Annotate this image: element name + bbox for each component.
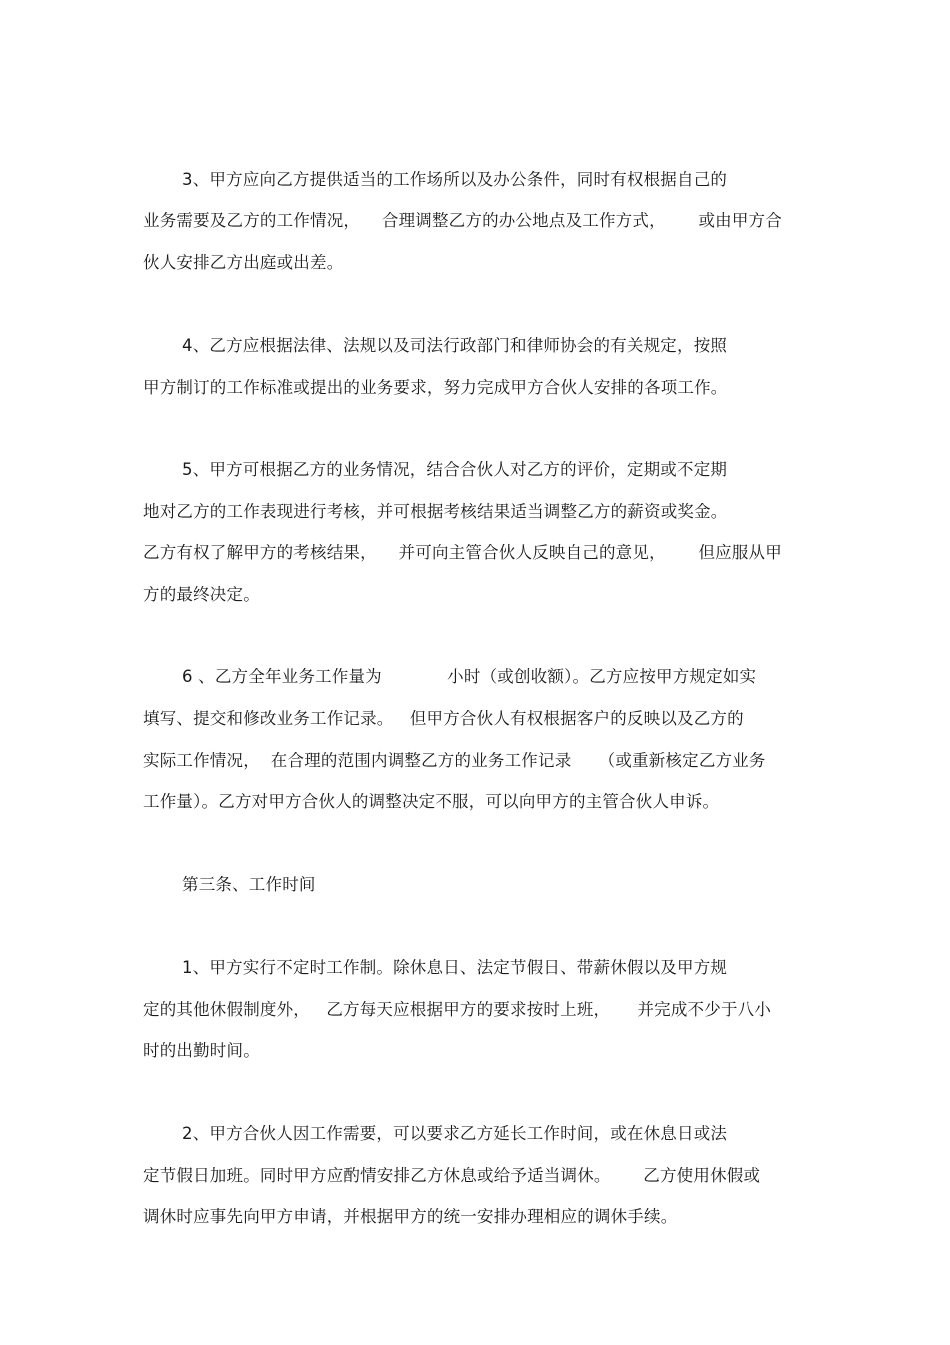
clause-3-line-2: 业务需要及乙方的工作情况， 合理调整乙方的办公地点及工作方式， 或由甲方合 <box>143 211 782 230</box>
clause-5-line-3: 乙方有权了解甲方的考核结果， 并可向主管合伙人反映自己的意见， 但应服从甲 <box>143 543 782 562</box>
clause-4-line-2: 甲方制订的工作标准或提出的业务要求，努力完成甲方合伙人安排的各项工作。 <box>143 378 728 397</box>
clause-6-line-3: 实际工作情况， 在合理的范围内调整乙方的业务工作记录 （或重新核定乙方业务 <box>143 751 766 770</box>
clause-6-line-1: 6 、乙方全年业务工作量为 小时（或创收额）。乙方应按甲方规定如实 <box>182 667 757 686</box>
clause-5-line-2: 地对乙方的工作表现进行考核，并可根据考核结果适当调整乙方的薪资或奖金。 <box>143 502 728 521</box>
clause-6-line-2: 填写、提交和修改业务工作记录。 但甲方合伙人有权根据客户的反映以及乙方的 <box>143 709 744 728</box>
time-clause-1-line-1: 1、甲方实行不定时工作制。除休息日、法定节假日、带薪休假以及甲方规 <box>182 958 728 977</box>
time-clause-2-line-2: 定节假日加班。同时甲方应酌情安排乙方休息或给予适当调休。 乙方使用休假或 <box>143 1166 761 1185</box>
clause-5-line-1: 5、甲方可根据乙方的业务情况，结合合伙人对乙方的评价，定期或不定期 <box>182 460 728 479</box>
time-clause-1-line-3: 时的出勤时间。 <box>143 1041 260 1060</box>
time-clause-2-line-1: 2、甲方合伙人因工作需要，可以要求乙方延长工作时间，或在休息日或法 <box>182 1124 728 1143</box>
clause-4-line-1: 4、乙方应根据法律、法规以及司法行政部门和律师协会的有关规定，按照 <box>182 336 728 355</box>
clause-3-line-3: 伙人安排乙方出庭或出差。 <box>143 253 344 272</box>
clause-6-line-4: 工作量）。乙方对甲方合伙人的调整决定不服，可以向甲方的主管合伙人申诉。 <box>143 792 720 811</box>
time-clause-2-line-3: 调休时应事先向甲方申请，并根据甲方的统一安排办理相应的调休手续。 <box>143 1207 678 1226</box>
section-heading: 第三条、工作时间 <box>182 875 316 894</box>
clause-5-line-4: 方的最终决定。 <box>143 585 260 604</box>
time-clause-1-line-2: 定的其他休假制度外， 乙方每天应根据甲方的要求按时上班， 并完成不少于八小 <box>143 1000 772 1019</box>
clause-3-line-1: 3、甲方应向乙方提供适当的工作场所以及办公条件，同时有权根据自己的 <box>182 170 728 189</box>
